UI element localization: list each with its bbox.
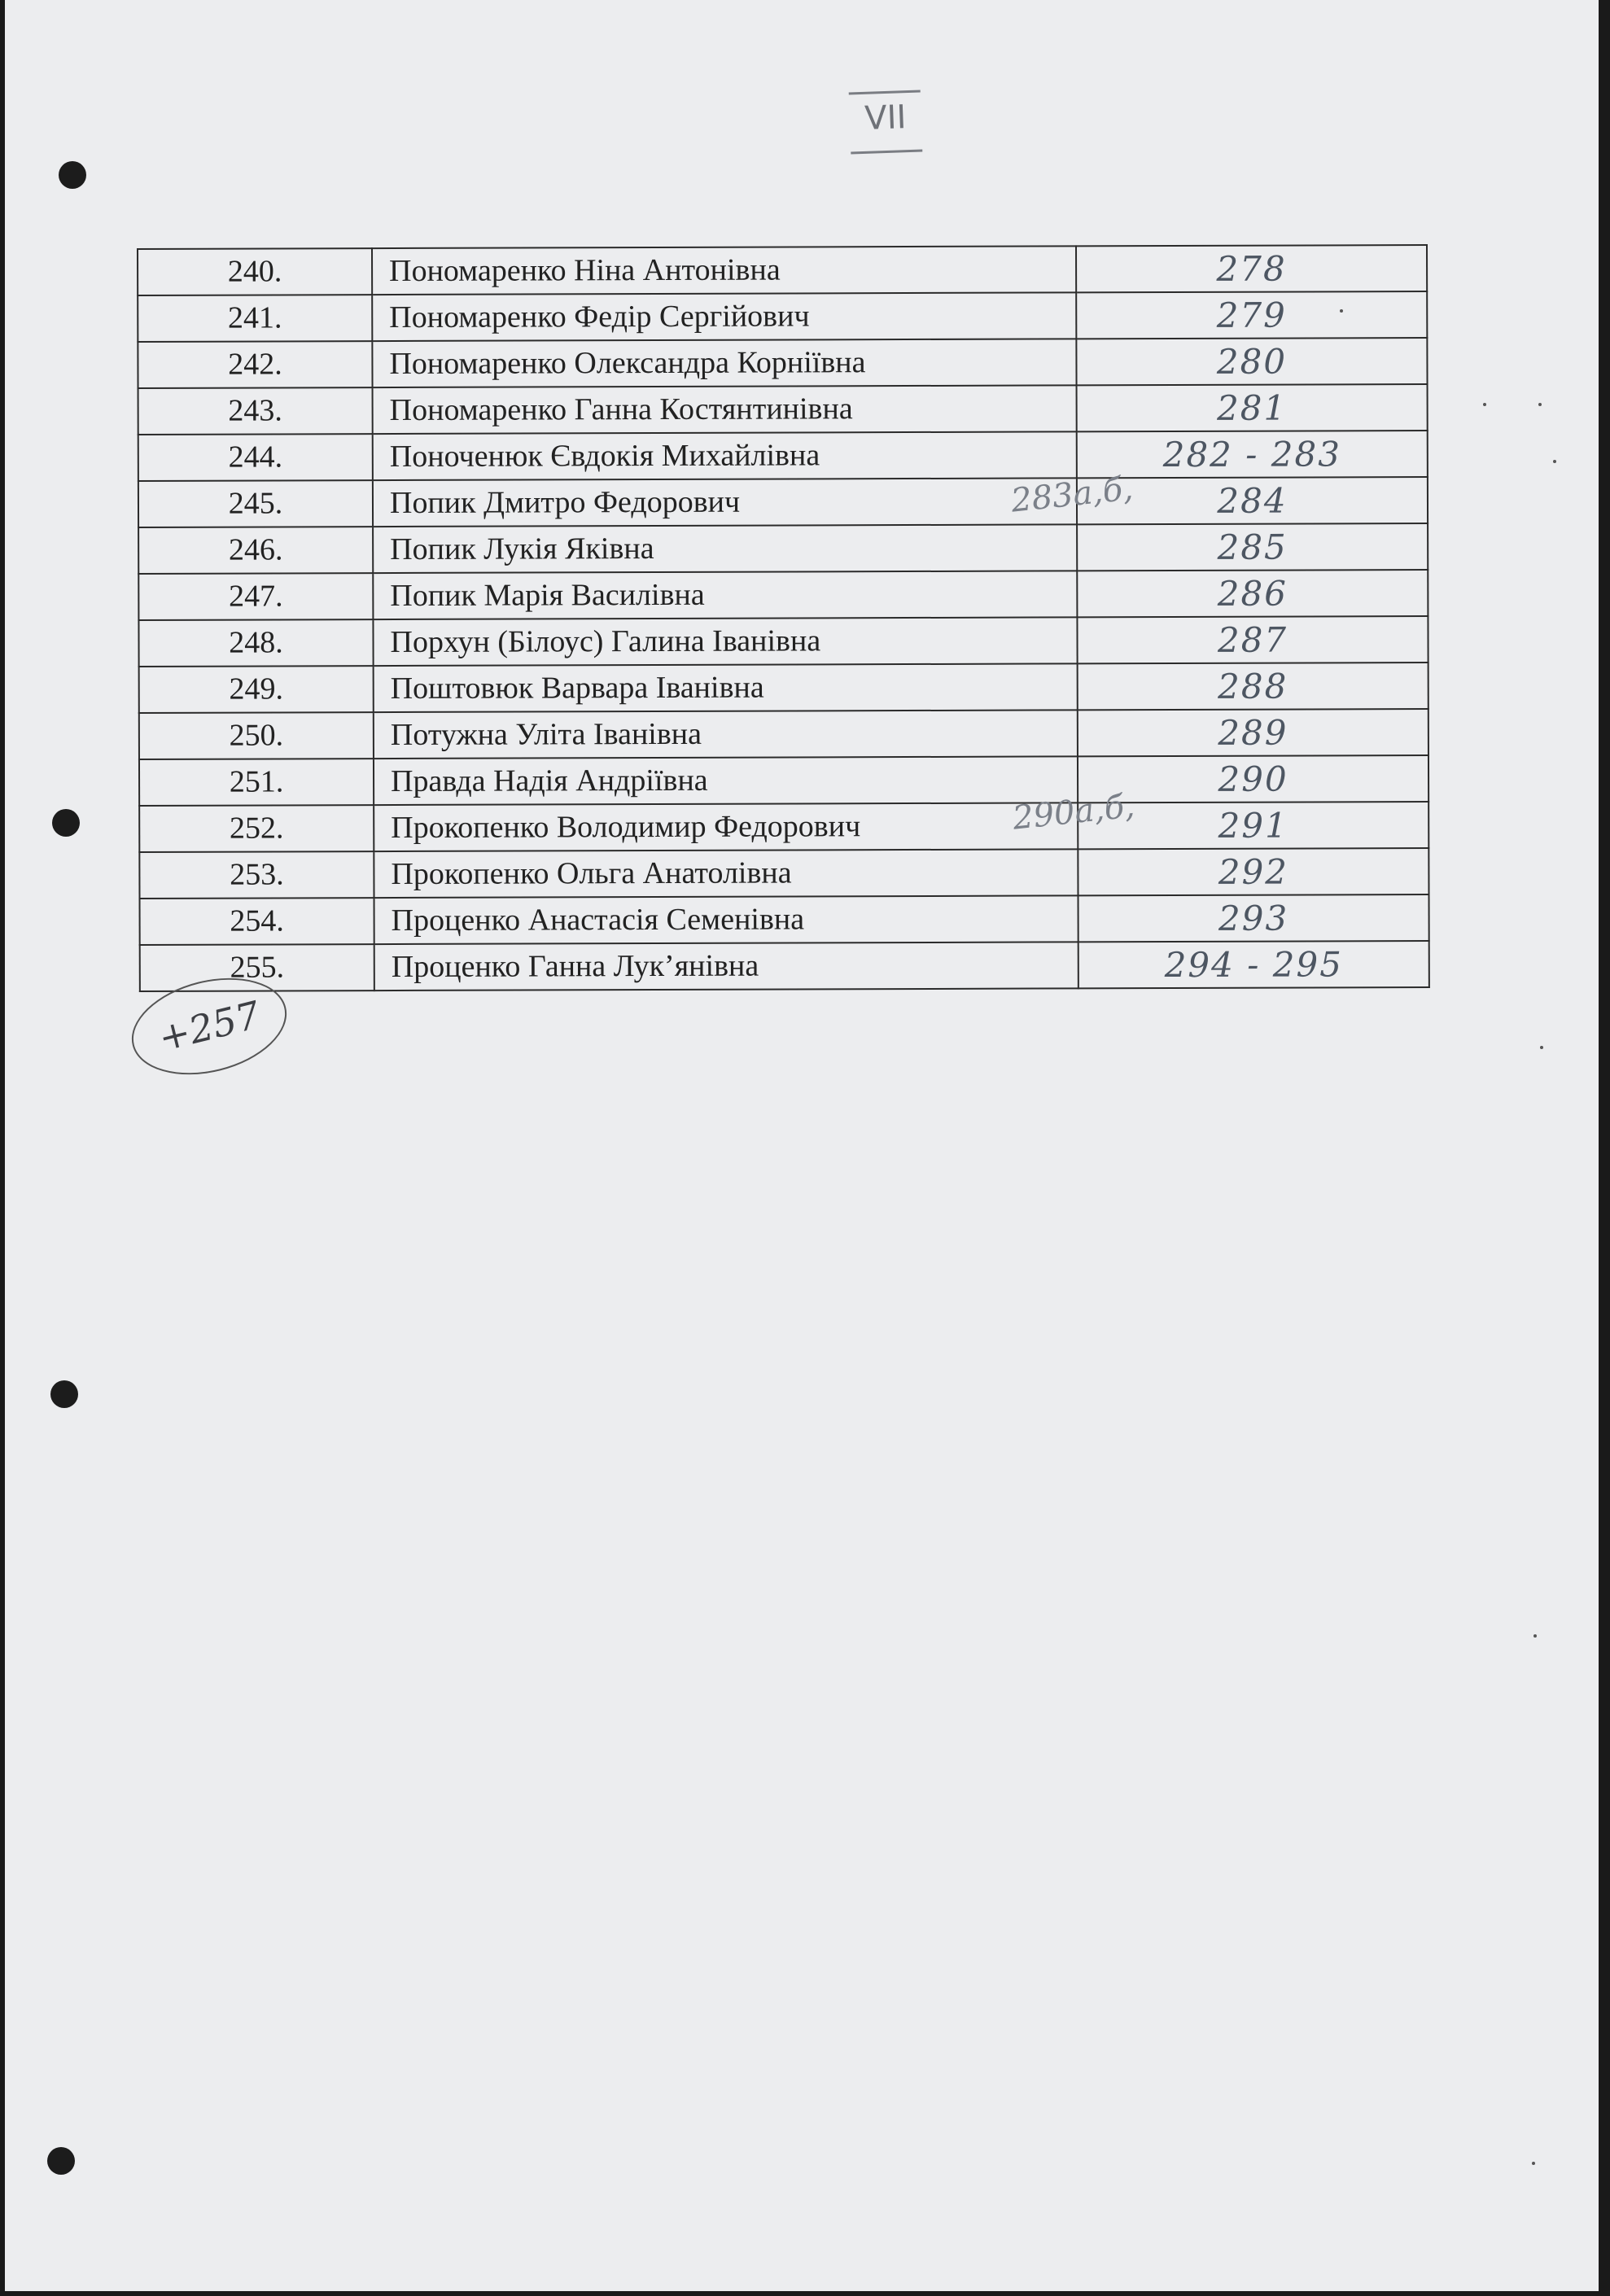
speck	[1553, 460, 1556, 463]
page-reference: 293	[1078, 894, 1429, 942]
page-reference: 294 - 295	[1078, 941, 1429, 988]
table-row	[138, 616, 1428, 667]
page-reference: 282 - 283	[1077, 431, 1428, 478]
person-name: Пономаренко Ганна Костянтинівна	[373, 385, 1077, 434]
table-row	[138, 570, 1428, 620]
person-name: Попик Лукія Яківна	[373, 524, 1077, 573]
speck	[1533, 1634, 1537, 1638]
speck	[1483, 403, 1486, 406]
page-reference: 278	[1076, 245, 1427, 292]
page-reference: 284	[1077, 477, 1428, 524]
row-number: 251.	[139, 759, 374, 806]
person-name: Попик Дмитро Федорович	[373, 478, 1077, 527]
person-name: Правда Надія Андріївна	[374, 756, 1078, 805]
page-reference: 290	[1078, 755, 1428, 803]
page-reference: 281	[1077, 384, 1428, 431]
table-row	[138, 431, 1428, 481]
row-number: 247.	[138, 573, 373, 620]
document-page	[5, 0, 1599, 2291]
table-row	[138, 245, 1427, 295]
speck	[1340, 309, 1343, 313]
row-number: 255.	[140, 944, 374, 991]
punch-hole-1	[59, 161, 86, 189]
speck	[1540, 1046, 1543, 1049]
row-number: 252.	[139, 805, 374, 852]
table-row	[138, 523, 1428, 574]
person-name: Проценко Анастасія Семенівна	[374, 895, 1078, 944]
punch-hole-2	[52, 809, 80, 837]
table-row	[139, 663, 1428, 713]
speck	[1538, 403, 1542, 406]
person-name: Порхун (Білоус) Галина Іванівна	[373, 617, 1077, 666]
page-reference: 279	[1076, 291, 1427, 339]
table-row	[138, 338, 1427, 388]
total-stamp: +257	[121, 963, 296, 1090]
person-name: Поноченюк Євдокія Михайлівна	[373, 431, 1077, 480]
table-row	[140, 941, 1429, 991]
table-row	[138, 291, 1427, 342]
person-name: Пономаренко Федір Сергійович	[372, 292, 1076, 341]
row-number: 245.	[138, 480, 373, 527]
page-reference: 287	[1077, 616, 1428, 663]
punch-hole-4	[47, 2147, 75, 2175]
row-number: 249.	[139, 666, 374, 713]
page-reference: 286	[1077, 570, 1428, 617]
row-number: 243.	[138, 387, 373, 435]
row-number: 244.	[138, 434, 373, 481]
person-name: Прокопенко Володимир Федорович	[374, 803, 1078, 851]
row-number: 246.	[138, 527, 373, 574]
speck	[1532, 2162, 1535, 2165]
row-number: 242.	[138, 341, 372, 388]
table-row	[139, 848, 1428, 899]
page-reference: 292	[1078, 848, 1428, 895]
page-reference: 291	[1078, 802, 1428, 849]
table-row	[140, 894, 1429, 945]
person-name: Проценко Ганна Лук’янівна	[374, 942, 1078, 991]
table-row	[139, 709, 1428, 759]
handwritten-note-252: 290а,б,	[1011, 787, 1137, 837]
table-row	[138, 477, 1428, 527]
handwritten-note-245: 283а,б,	[1009, 470, 1135, 520]
page-reference: 289	[1078, 709, 1428, 756]
row-number: 254.	[140, 898, 374, 945]
register-table	[137, 244, 1430, 986]
page-reference: 288	[1078, 663, 1428, 710]
person-name: Поштовюк Варвара Іванівна	[374, 663, 1078, 712]
person-name: Потужна Уліта Іванівна	[374, 710, 1078, 759]
person-name: Попик Марія Василівна	[373, 571, 1077, 619]
page-reference: 280	[1076, 338, 1427, 385]
person-name: Прокопенко Ольга Анатолівна	[374, 849, 1078, 898]
row-number: 253.	[139, 851, 374, 899]
row-number: 248.	[138, 619, 373, 667]
person-name: Пономаренко Ніна Антонівна	[372, 246, 1076, 295]
page-marker: VII	[849, 90, 923, 154]
person-name: Пономаренко Олександра Корніївна	[372, 339, 1076, 387]
row-number: 241.	[138, 295, 372, 342]
punch-hole-3	[50, 1380, 78, 1408]
table-row	[139, 755, 1428, 806]
page-reference: 285	[1077, 523, 1428, 571]
table-row	[139, 802, 1428, 852]
row-number: 250.	[139, 712, 374, 759]
row-number: 240.	[138, 248, 372, 295]
table-row	[138, 384, 1428, 435]
